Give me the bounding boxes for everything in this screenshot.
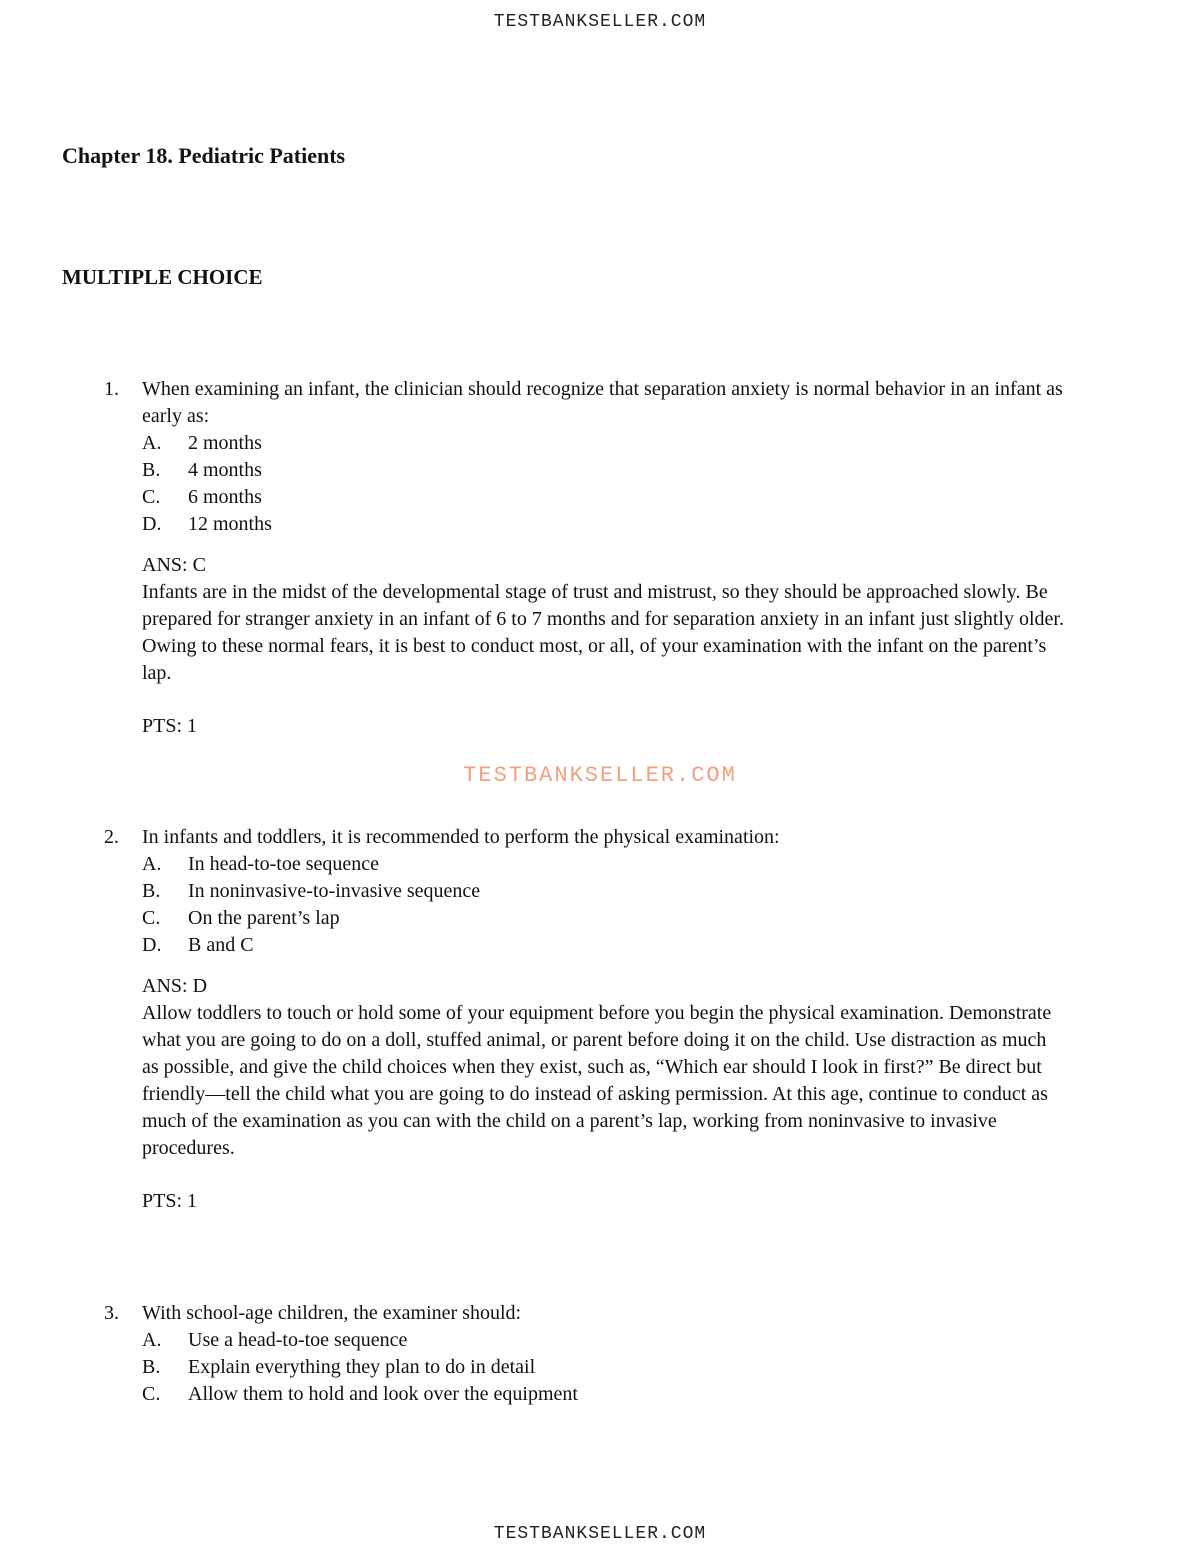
- option-a: [142, 430, 1064, 457]
- option-b: [142, 878, 1064, 905]
- section-heading: MULTIPLE CHOICE: [62, 265, 263, 289]
- option-text: In head-to-toe sequence: [188, 853, 380, 875]
- option-letter: B.: [142, 1356, 161, 1378]
- question-number: 1.: [104, 378, 119, 400]
- rationale: Allow toddlers to touch or hold some of your equipment before you begin the physical examination. Demonstrate what you are going to do on a doll, stuffed animal, or parent before doing it on the child. Use distraction as much as possible, and give the child choices when they exist, such as, “Which ear should I look in first?” Be direct but friendly—tell the child what you are going to do instead of asking permission. At this age, continue to conduct as much of the examination as you can with the child on a parent’s lap, working from noninvasive to invasive procedures.: [142, 1002, 1052, 1159]
- question-1: [104, 376, 1064, 740]
- option-letter: B.: [142, 459, 161, 481]
- rationale: Infants are in the midst of the developmental stage of trust and mistrust, so they should be approached slowly. Be prepared for stranger anxiety in an infant of 6 to 7 months and for separation anxiety in an infant just slightly older. Owing to these normal fears, it is best to conduct most, or all, of your examination with the infant on the parent’s lap.: [142, 581, 1064, 684]
- option-letter: A.: [142, 853, 162, 875]
- option-text: In noninvasive-to-invasive sequence: [188, 880, 481, 902]
- option-text: B and C: [188, 934, 254, 956]
- option-letter: D.: [142, 513, 162, 535]
- option-c: [142, 905, 1064, 932]
- points: PTS: 1: [142, 715, 198, 737]
- question-text: With school-age children, the examiner should:: [142, 1302, 522, 1324]
- answer: ANS: C: [142, 554, 206, 576]
- option-letter: C.: [142, 486, 161, 508]
- question-2: [104, 824, 1064, 1215]
- question-3: [104, 1300, 1064, 1408]
- option-letter: D.: [142, 934, 162, 956]
- option-a: [142, 1327, 1064, 1354]
- option-a: [142, 851, 1064, 878]
- option-b: [142, 1354, 1064, 1381]
- option-text: 4 months: [188, 459, 262, 481]
- option-text: 6 months: [188, 486, 262, 508]
- option-letter: B.: [142, 880, 161, 902]
- option-text: 2 months: [188, 432, 262, 454]
- option-text: Allow them to hold and look over the equipment: [188, 1383, 578, 1405]
- option-letter: C.: [142, 1383, 161, 1405]
- page-footer: TESTBANKSELLER.COM: [493, 1524, 707, 1544]
- option-d: [142, 511, 1064, 538]
- page-header: TESTBANKSELLER.COM: [493, 12, 707, 32]
- option-text: Explain everything they plan to do in detail: [188, 1356, 536, 1378]
- answer: ANS: D: [142, 975, 208, 997]
- option-text: Use a head-to-toe sequence: [188, 1329, 408, 1351]
- option-letter: A.: [142, 1329, 162, 1351]
- question-number: 2.: [104, 826, 119, 848]
- option-c: [142, 1381, 1064, 1408]
- question-number: 3.: [104, 1302, 119, 1324]
- question-text: In infants and toddlers, it is recommended to perform the physical examination:: [142, 826, 780, 848]
- question-text: When examining an infant, the clinician should recognize that separation anxiety is normal behavior in an infant as early as:: [142, 378, 1063, 427]
- option-c: [142, 484, 1064, 511]
- option-text: On the parent’s lap: [188, 907, 340, 929]
- option-d: [142, 932, 1064, 959]
- chapter-title: Chapter 18. Pediatric Patients: [62, 143, 346, 168]
- points: PTS: 1: [142, 1190, 198, 1212]
- option-text: 12 months: [188, 513, 272, 535]
- option-letter: A.: [142, 432, 162, 454]
- watermark: TESTBANKSELLER.COM: [463, 763, 737, 788]
- option-letter: C.: [142, 907, 161, 929]
- option-b: [142, 457, 1064, 484]
